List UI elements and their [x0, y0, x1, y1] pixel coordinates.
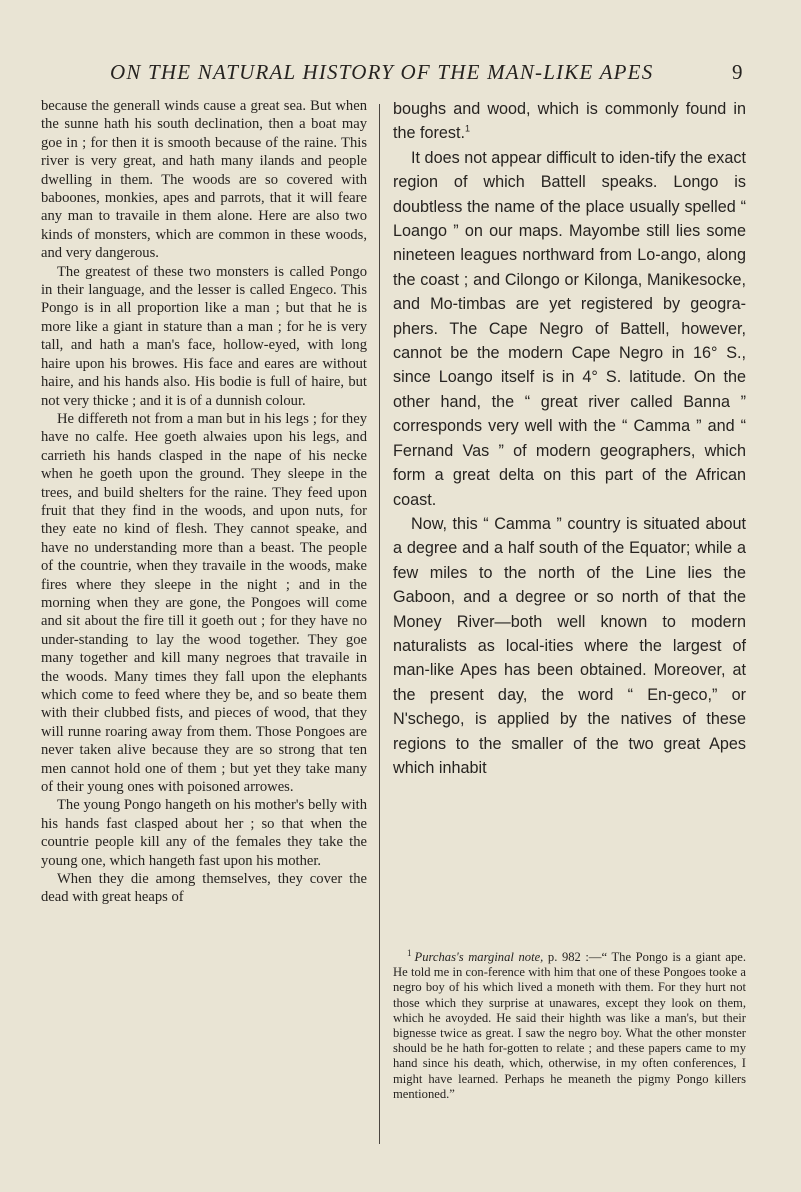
- paragraph-continuation: [393, 97, 746, 146]
- continuation-text: boughs and wood, which is commonly found in the forest.: [393, 100, 746, 143]
- footnote-mark: 1: [407, 947, 412, 958]
- paragraph: He differeth not from a man but in his legs ; for they have no calfe. Hee goeth alwaies upon his legs, and carrieth his hands clasped in the nape of his necke when he goeth upon the ground. They sleepe in the trees, and build shelters for the raine. They feed upon fruit that they find in the woods, and upon nuts, for they eate no kind of flesh. They cannot speake, and have no understanding more than a beast. The people of the countrie, when they travaile in the woods, make fires where they sleepe in the night ; and in the morning when they are gone, the Pongoes will come and sit about the fire till it goeth out ; for they have no under-standing to lay the wood together. They goe many together and kill many negroes that travaile in the woods. Many times they fall upon the elephants which come to feed where they be, and so beate them with their clubbed fists, and pieces of wood, that they will runne roaring away from them. Those Pongoes are never taken alive because they are so strong that ten men cannot hold one of them ; but yet they take many of their young ones with poisoned arrowes.: [41, 410, 367, 796]
- footnote: [393, 947, 746, 1102]
- paragraph: because the generall winds cause a great sea. But when the sunne hath his south declination, then a boat may goe in ; for then it is smooth because of the raine. This river is very great, and hath many ilands and people dwelling in them. The woods are so covered with baboones, monkies, apes and parrots, that it will feare any man to travaile in them alone. Here are also two kinds of monsters, which are common in these woods, and very dangerous.: [41, 98, 367, 262]
- column-divider: [379, 104, 380, 1144]
- paragraph: The greatest of these two monsters is called Pongo in their language, and the lesser is called Engeco. This Pongo is in all proportion like a man ; but that he is more like a giant in stature than a man ; for he is very tall, and hath a man's face, hollow-eyed, with long haire upon his browes. His face and eares are without haire, and his hands also. His bodie is full of haire, but not very thicke ; and it is of a dunnish colour.: [41, 263, 367, 409]
- paragraph: Now, this “ Camma ” country is situated about a degree and a half south of the Equator; while a few miles to the north of the Line lies the Gaboon, and a degree or so north of that the Money River—both well known to modern naturalists as local-ities where the largest of man-like Apes has been obtained. Moreover, at the present day, the word “ En-geco,” or N'schego, is applied by the natives of these regions to the smaller of the two great Apes which inhabit: [393, 514, 746, 777]
- paragraph: It does not appear difficult to iden-tify the exact region of which Battell speaks. Longo is doubtless the name of the place usually spelled “ Loango ” on our maps. Mayombe still lies some nineteen leagues northward from Lo-ango, along the coast ; and Cilongo or Kilonga, Manikesocke, and Mo-timbas are yet registered by geogra-phers. The Cape Negro of Battell, however, cannot be the modern Cape Negro in 16° S., since Loango itself is in 4° S. latitude. On the other hand, the “ great river called Banna ” corresponds very well with the “ Camma ” and “ Fernand Vas ” of modern geographers, which form a great delta on this part of the African coast.: [393, 148, 746, 509]
- paragraph: When they die among themselves, they cover the dead with great heaps of: [41, 871, 367, 906]
- right-column: [393, 97, 746, 780]
- paragraph: The young Pongo hangeth on his mother's belly with his hands fast clasped about her ; so that when the countrie people kill any of the females they take the young one, which hangeth fast upon his mother.: [41, 797, 367, 869]
- footnote-body: p. 982 :—“ The Pongo is a giant ape. He told me in con-ference with him that one of these Pongoes tooke a negro boy of his which lived a moneth with them. For they hurt not those which they surprise at unawares, except they look on them, which he avoyded. He said their highth was like a man's, but their bignesse twice as great. I saw the negro boy. What the other monster should be he hath for-gotten to relate ; and these papers came to my hand since his death, which, otherwise, in my often conferences, I might have learned. Perhaps he meaneth the pigmy Pongo killers mentioned.”: [393, 950, 746, 1101]
- footnote-reference: 1: [464, 124, 470, 135]
- left-column: [41, 97, 367, 907]
- running-title: ON THE NATURAL HISTORY OF THE MAN-LIKE APES: [110, 60, 654, 84]
- footnote-text: [393, 947, 746, 1102]
- running-head: [0, 60, 801, 88]
- footnote-source: Purchas's marginal note,: [414, 950, 544, 964]
- page-number: 9: [732, 60, 743, 84]
